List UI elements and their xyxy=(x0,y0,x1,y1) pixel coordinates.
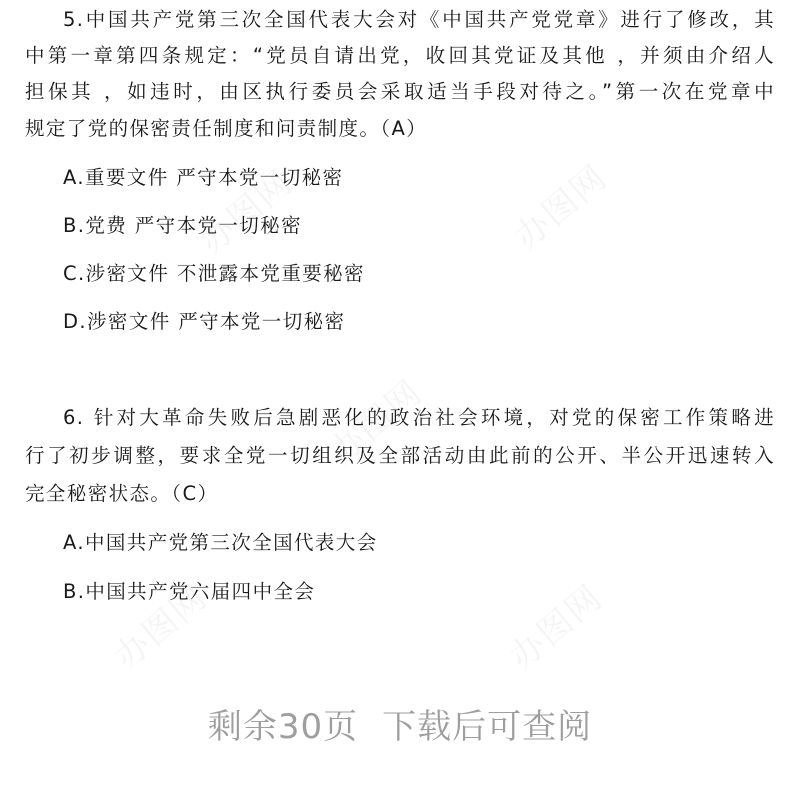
question-5-option-a: A.重要文件 严守本党一切秘密 xyxy=(63,166,344,189)
question-6-line-3: 完全秘密状态。（C） xyxy=(25,482,219,505)
question-5-option-c: C.涉密文件 不泄露本党重要秘密 xyxy=(63,262,365,285)
question-5-line-4: 规定了党的保密责任制度和问责制度。（A） xyxy=(25,117,428,140)
question-6-option-a: A.中国共产党第三次全国代表大会 xyxy=(63,531,378,554)
question-5-line-1: 5.中国共产党第三次全国代表大会对《中国共产党党章》进行了修改，其 xyxy=(63,8,775,31)
question-6-option-b: B.中国共产党六届四中全会 xyxy=(63,580,316,603)
question-5-option-d: D.涉密文件 严守本党一切秘密 xyxy=(63,310,346,333)
remaining-pages-prompt[interactable] xyxy=(0,706,800,748)
question-5-line-3: 担保其 ，如违时，由区执行委员会采取适当手段对待之。”第一次在党章中 xyxy=(25,80,775,103)
remaining-pages-label: 剩余30页 xyxy=(207,707,359,747)
question-6-line-2: 行了初步调整，要求全党一切组织及全部活动由此前的公开、半公开迅速转入 xyxy=(25,444,775,467)
watermark xyxy=(497,571,611,678)
download-to-view-label: 下载后可查阅 xyxy=(382,707,593,747)
question-5-option-b: B.党费 严守本党一切秘密 xyxy=(63,214,302,237)
question-6-line-1: 6. 针对大革命失败后急剧恶化的政治社会环境，对党的保密工作策略进 xyxy=(63,406,775,429)
question-5-line-2: 中第一章第四条规定：“党员自请出党，收回其党证及其他 ，并须由介绍人 xyxy=(25,44,775,67)
watermark xyxy=(502,151,616,258)
